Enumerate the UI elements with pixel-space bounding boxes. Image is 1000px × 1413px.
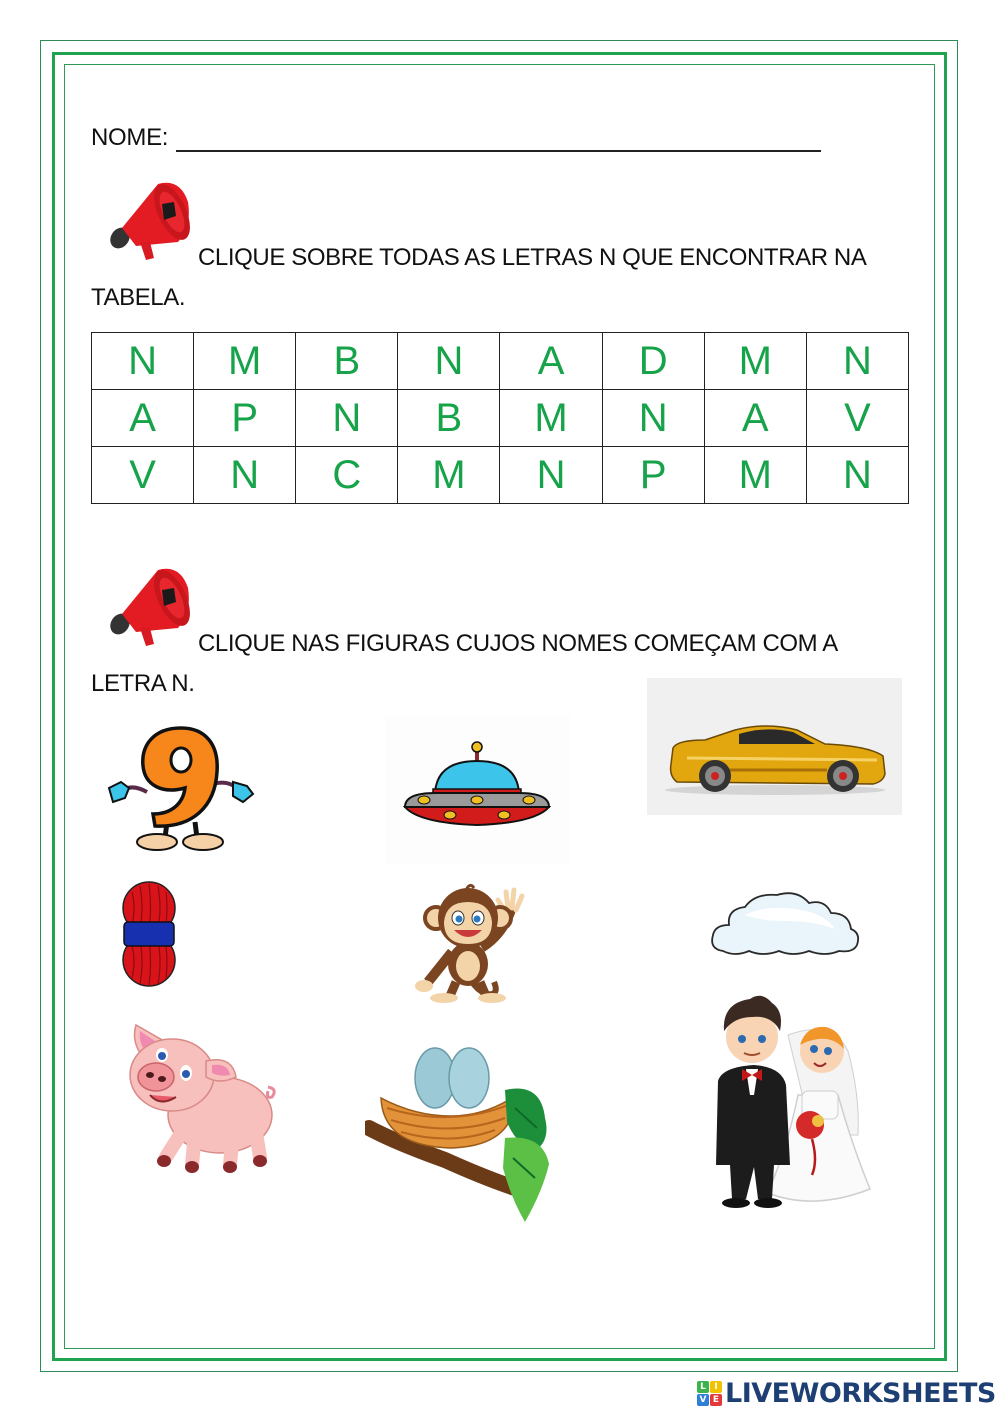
instruction-1: [91, 238, 911, 318]
letter-cell[interactable]: A: [704, 390, 806, 447]
letter-cell[interactable]: N: [602, 390, 704, 447]
car-icon: [647, 678, 902, 815]
letter-cell[interactable]: C: [296, 447, 398, 504]
logo-text: LIVEWORKSHEETS: [725, 1378, 996, 1409]
letter-cell[interactable]: N: [92, 333, 194, 390]
letter-table: [91, 332, 909, 504]
table-row: [92, 333, 909, 390]
letter-cell[interactable]: N: [806, 333, 908, 390]
logo-tile-e: E: [710, 1394, 722, 1406]
letter-cell[interactable]: V: [806, 390, 908, 447]
picture-yarn-ball[interactable]: [118, 878, 180, 990]
picture-car[interactable]: [647, 678, 902, 815]
letter-cell[interactable]: M: [500, 390, 602, 447]
cloud-icon: [705, 885, 863, 957]
letter-cell[interactable]: B: [398, 390, 500, 447]
pig-icon: [120, 1015, 280, 1177]
bride-groom-icon: [702, 985, 874, 1213]
picture-nest[interactable]: [365, 1038, 555, 1228]
liveworksheets-logo[interactable]: [697, 1378, 996, 1409]
ufo-icon: [385, 715, 570, 865]
letter-cell[interactable]: M: [194, 333, 296, 390]
live-tiles-icon: [697, 1381, 722, 1406]
letter-cell[interactable]: A: [92, 390, 194, 447]
instruction-1-line1: CLIQUE SOBRE TODAS AS LETRAS N QUE ENCONTRAR NA: [198, 244, 867, 271]
logo-tile-i: I: [710, 1381, 722, 1393]
monkey-icon: [408, 878, 530, 1004]
letter-cell[interactable]: N: [500, 447, 602, 504]
instruction-2-line2: LETRA N.: [91, 670, 195, 697]
picture-flying-saucer[interactable]: [385, 715, 570, 865]
number-nine-character-icon: [105, 722, 257, 854]
letter-cell[interactable]: P: [194, 390, 296, 447]
letter-cell[interactable]: V: [92, 447, 194, 504]
letter-cell[interactable]: N: [296, 390, 398, 447]
name-input-line[interactable]: [176, 122, 821, 152]
letter-cell[interactable]: D: [602, 333, 704, 390]
letter-cell[interactable]: N: [194, 447, 296, 504]
letter-cell[interactable]: N: [398, 333, 500, 390]
letter-cell[interactable]: P: [602, 447, 704, 504]
picture-monkey[interactable]: [408, 878, 530, 1004]
name-label: NOME:: [91, 124, 169, 151]
table-row: [92, 390, 909, 447]
instruction-1-line2: TABELA.: [91, 284, 186, 311]
yarn-ball-icon: [118, 878, 180, 990]
picture-cloud[interactable]: [705, 885, 863, 957]
table-row: [92, 447, 909, 504]
letter-cell[interactable]: A: [500, 333, 602, 390]
letter-cell[interactable]: N: [806, 447, 908, 504]
letter-cell[interactable]: B: [296, 333, 398, 390]
letter-cell[interactable]: M: [704, 447, 806, 504]
logo-tile-l: L: [697, 1381, 709, 1393]
nest-icon: [365, 1038, 555, 1228]
letter-cell[interactable]: M: [398, 447, 500, 504]
logo-tile-v: V: [697, 1394, 709, 1406]
letter-cell[interactable]: M: [704, 333, 806, 390]
picture-bride-and-groom[interactable]: [702, 985, 874, 1213]
picture-pig[interactable]: [120, 1015, 280, 1177]
instruction-2-line1: CLIQUE NAS FIGURAS CUJOS NOMES COMEÇAM COM A: [198, 630, 838, 657]
name-field-row: [91, 122, 821, 152]
picture-number-nine[interactable]: [105, 722, 257, 854]
